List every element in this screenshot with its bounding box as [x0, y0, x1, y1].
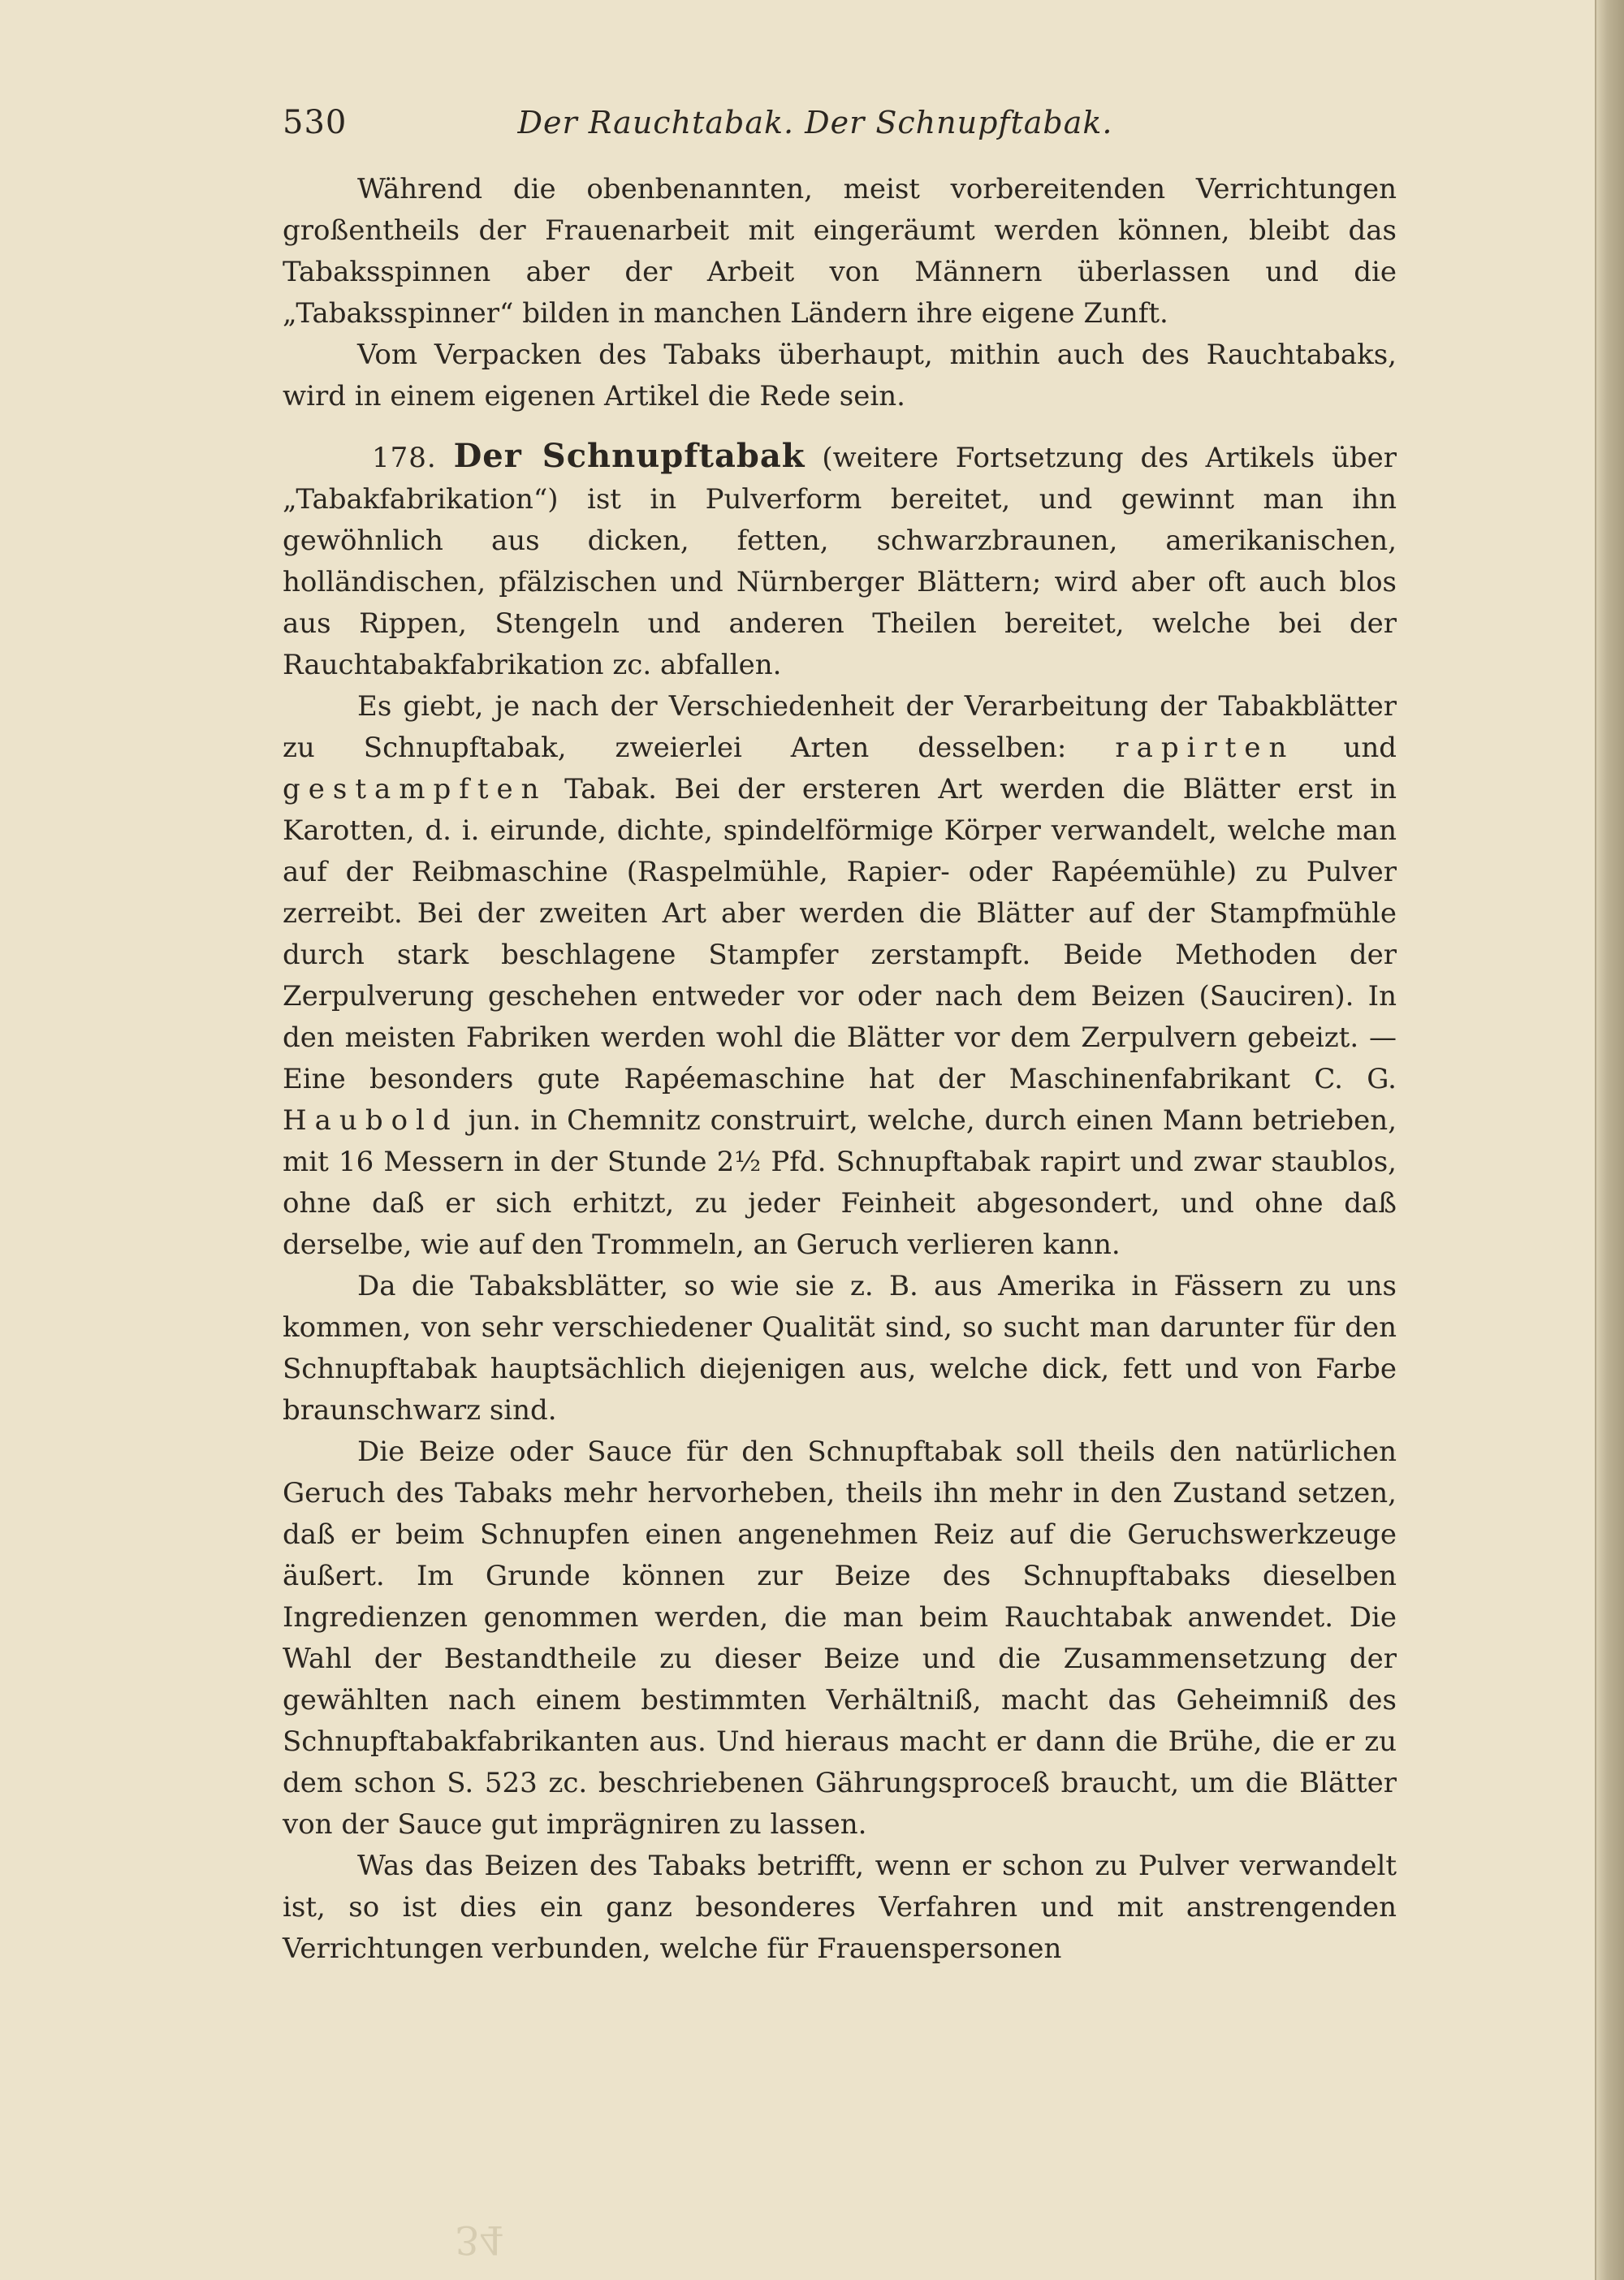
name-haubold: Haubold	[283, 1104, 459, 1137]
paragraph-7: Was das Beizen des Tabaks betrifft, wenn er schon zu Pulver verwandelt ist, so ist dies ein ganz besonderes Verfahren und mit anstrengenden Verrichtungen verbunden, welche für Frauenspersonen	[283, 1850, 1397, 1965]
section-178	[283, 435, 1397, 686]
running-head: Der Rauchtabak. Der Schnupftabak.	[517, 105, 1113, 140]
section-text: (weitere Fortsetzung des Artikels über „Tabakfabrikation“) ist in Pulverform bereitet, und gewinnt man ihn gewöhnlich aus dicken, fetten, schwarzbraunen, amerikanischen, holländischen, pfälzischen und Nürnberger Blättern; wird aber oft auch blos aus Rippen, Stengeln und anderen Theilen bereitet, welche bei der Rauchtabakfabrikation zc. abfallen.	[283, 442, 1397, 681]
paragraph-2: Vom Verpacken des Tabaks überhaupt, mithin auch des Rauchtabaks, wird in einem eigenen Artikel die Rede sein.	[283, 339, 1397, 412]
term-rapirten: rapirten	[1115, 732, 1295, 764]
paragraph-1: Während die obenbenannten, meist vorbereitenden Verrichtungen großentheils der Frauenarbeit mit eingeräumt werden können, bleibt das Tabaksspinnen aber der Arbeit von Männern überlassen und die „Tabaksspinner“ bilden in manchen Ländern ihre eigene Zunft.	[283, 173, 1397, 330]
paragraph-4-part-b: Tabak. Bei der ersteren Art werden die Blätter erst in Karotten, d. i. eirunde, dichte, spindelförmige Körper verwandelt, welche man auf der Reibmaschine (Raspelmühle, Rapier- oder Rapéemühle) zu Pulver zerreibt. Bei der zweiten Art aber werden die Blätter auf der Stampfmühle durch stark beschlagene Stampfer zerstampft. Beide Methoden der Zerpulverung geschehen entweder vor oder nach dem Beizen (Sauciren). In den meisten Fabriken werden wohl die Blätter vor dem Zerpulvern gebeizt. — Eine besonders gute Rapéemaschine hat der Maschinenfabrikant C. G.	[283, 773, 1397, 1095]
paragraph-4-part-a: Es giebt, je nach der Verschiedenheit der Verarbeitung der Tabakblätter zu Schnupftabak, zweierlei Arten desselben:	[283, 690, 1397, 764]
term-gestampften: gestampften	[283, 773, 547, 805]
book-binding-edge	[1596, 0, 1624, 2280]
paragraph-5: Da die Tabaksblätter, so wie sie z. B. aus Amerika in Fässern zu uns kommen, von sehr verschiedener Qualität sind, so sucht man darunter für den Schnupftabak hauptsächlich diejenigen aus, welche dick, fett und von Farbe braunschwarz sind.	[283, 1270, 1397, 1427]
page-header	[283, 104, 1397, 169]
bleed-through-text: 34	[455, 2217, 505, 2262]
paragraph-4-part-c: jun. in Chemnitz construirt, welche, durch einen Mann betrieben, mit 16 Messern in der Stunde 2½ Pfd. Schnupftabak rapirt und zwar staublos, ohne daß er sich erhitzt, zu jeder Feinheit abgesondert, und ohne daß derselbe, wie auf den Trommeln, an Geruch verlieren kann.	[283, 1104, 1397, 1261]
paragraph-6: Die Beize oder Sauce für den Schnupftabak soll theils den natürlichen Geruch des Tabaks mehr hervorheben, theils ihn mehr in den Zustand setzen, daß er beim Schnupfen einen angenehmen Reiz auf die Geruchswerkzeuge äußert. Im Grunde können zur Beize des Schnupftabaks dieselben Ingredienzen genommen werden, die man beim Rauchtabak anwendet. Die Wahl der Bestandtheile zu dieser Beize und die Zusammensetzung der gewählten nach einem bestimmten Verhältniß, macht das Geheimniß des Schnupftabakfabrikanten aus. Und hieraus macht er dann die Brühe, die er zu dem schon S. 523 zc. beschriebenen Gährungsproceß braucht, um die Blätter von der Sauce gut imprägniren zu lassen.	[283, 1436, 1397, 1841]
section-number: 178.	[372, 442, 437, 474]
paragraph-4	[283, 686, 1397, 1266]
book-page	[283, 104, 1397, 1970]
section-title: Der Schnupftabak	[453, 437, 806, 475]
binding-shadow-line	[1595, 0, 1596, 2280]
body-text	[283, 169, 1397, 1970]
page-number: 530	[283, 104, 348, 141]
word-und: und	[1343, 732, 1397, 764]
